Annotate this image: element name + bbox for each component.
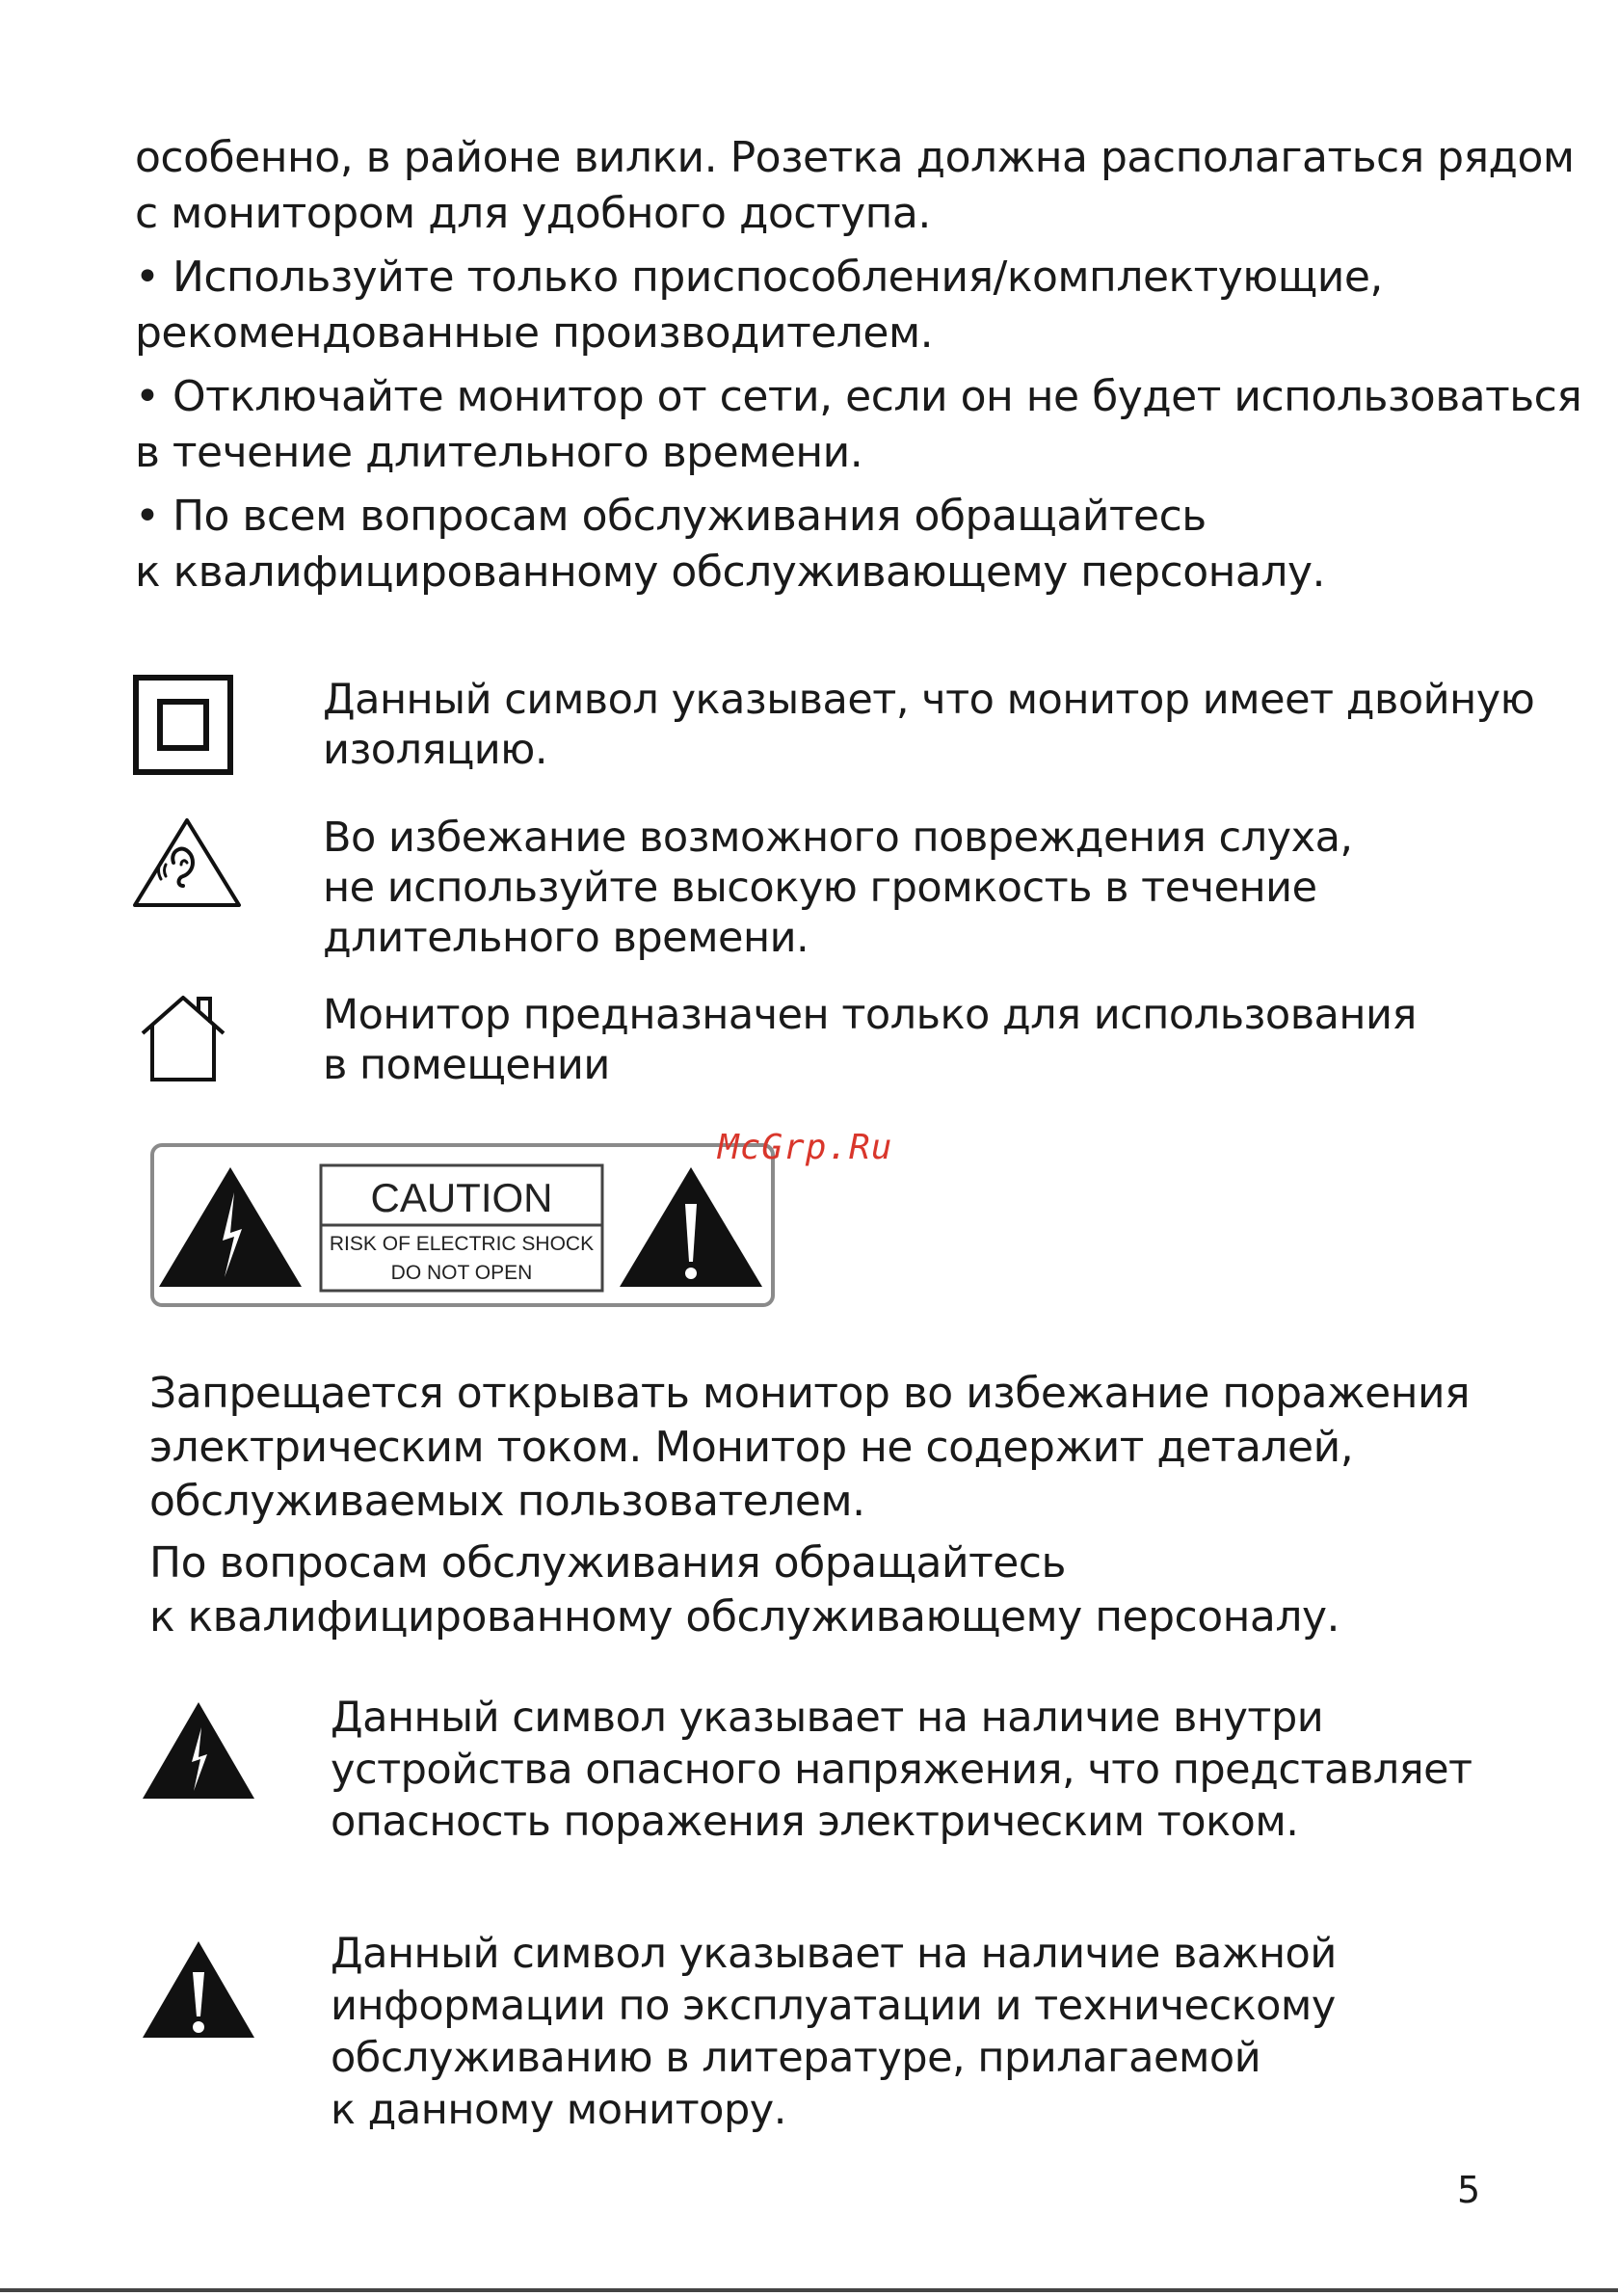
intro-paragraph-3: • Отключайте монитор от сети, если он не будет использоваться в течение длительного времени. <box>135 372 1582 477</box>
watermark: McGrp.Ru <box>718 1128 893 1167</box>
attention-text: Данный символ указывает на наличие важной информации по эксплуатации и техническому обслуживанию в литературе, прилагаемой к данному монитору. <box>331 1930 1337 2134</box>
bottom-divider <box>0 2288 1618 2292</box>
intro-paragraph-4: • По всем вопросам обслуживания обращайтесь к квалифицированному обслуживающему персоналу. <box>135 492 1325 597</box>
double-insulation-icon <box>133 675 233 775</box>
hearing-warning-icon <box>129 814 245 911</box>
caution-line-2: DO NOT OPEN <box>390 1262 533 1284</box>
high-voltage-text: Данный символ указывает на наличие внутри устройства опасного напряжения, что представляет опасность поражения электрическим током. <box>331 1694 1472 1846</box>
double-insulation-text: Данный символ указывает, что монитор имеет двойную изоляцию. <box>323 676 1535 774</box>
intro-text <box>135 130 1582 608</box>
indoor-use-text: Монитор предназначен только для использования в помещении <box>323 991 1417 1089</box>
hearing-warning-text: Во избежание возможного повреждения слуха, не используйте высокую громкость в течение длительного времени. <box>323 814 1353 962</box>
page-number: 5 <box>1457 2169 1481 2211</box>
high-voltage-icon <box>140 1698 257 1802</box>
intro-paragraph-2: • Используйте только приспособления/комплектующие, рекомендованные производителем. <box>135 253 1383 358</box>
caution-label <box>149 1142 776 1308</box>
warning-text <box>149 1367 1499 1652</box>
caution-title: CAUTION <box>370 1175 553 1220</box>
house-icon <box>135 993 231 1084</box>
attention-icon <box>140 1937 257 2042</box>
warning-paragraph-2: По вопросам обслуживания обращайтесь к квалифицированному обслуживающему персоналу. <box>149 1538 1339 1642</box>
caution-line-1: RISK OF ELECTRIC SHOCK <box>329 1233 595 1255</box>
warning-paragraph-1: Запрещается открывать монитор во избежание поражения электрическим током. Монитор не содержит деталей, обслуживаемых пользователем. <box>149 1369 1471 1526</box>
intro-paragraph-1: особенно, в районе вилки. Розетка должна располагаться рядом с монитором для удобного доступа. <box>135 133 1575 238</box>
